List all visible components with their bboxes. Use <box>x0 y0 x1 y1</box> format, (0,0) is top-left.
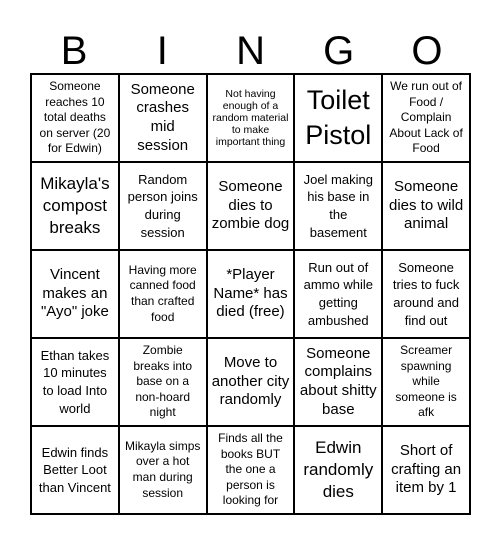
bingo-cell-r4c3[interactable]: Move to another city randomly <box>207 338 295 426</box>
bingo-cell-r1c3[interactable]: Not having enough of a random material to make important thing <box>207 74 295 162</box>
bingo-cell-r4c4[interactable]: Someone complains about shitty base <box>294 338 382 426</box>
bingo-cell-r4c5[interactable]: Screamer spawning while someone is afk <box>382 338 470 426</box>
bingo-cell-r2c3[interactable]: Someone dies to zombie dog <box>207 162 295 250</box>
bingo-cell-r3c5[interactable]: Someone tries to fuck around and find out <box>382 250 470 338</box>
bingo-cell-r5c4[interactable]: Edwin randomly dies <box>294 426 382 514</box>
bingo-cell-r4c2[interactable]: Zombie breaks into base on a non-hoard night <box>119 338 207 426</box>
bingo-cell-r4c1[interactable]: Ethan takes 10 minutes to load Into world <box>31 338 119 426</box>
bingo-cell-r2c1[interactable]: Mikayla's compost breaks <box>31 162 119 250</box>
header-letter-g: G <box>323 29 355 73</box>
bingo-header <box>30 28 471 74</box>
bingo-cell-r1c2[interactable]: Someone crashes mid session <box>119 74 207 162</box>
bingo-cell-r1c1[interactable]: Someone reaches 10 total deaths on server (20 for Edwin) <box>31 74 119 162</box>
bingo-cell-r5c1[interactable]: Edwin finds Better Loot than Vincent <box>31 426 119 514</box>
bingo-cell-r5c5[interactable]: Short of crafting an item by 1 <box>382 426 470 514</box>
bingo-cell-r5c3[interactable]: Finds all the books BUT the one a person is looking for <box>207 426 295 514</box>
bingo-cell-r2c4[interactable]: Joel making his base in the basement <box>294 162 382 250</box>
bingo-cell-r3c1[interactable]: Vincent makes an "Ayo" joke <box>31 250 119 338</box>
bingo-cell-r3c2[interactable]: Having more canned food than crafted food <box>119 250 207 338</box>
header-letter-o: O <box>411 29 443 73</box>
bingo-cell-r1c5[interactable]: We run out of Food / Complain About Lack of Food <box>382 74 470 162</box>
bingo-cell-r2c2[interactable]: Random person joins during session <box>119 162 207 250</box>
bingo-cell-r3c4[interactable]: Run out of ammo while getting ambushed <box>294 250 382 338</box>
header-letter-b: B <box>60 29 88 73</box>
bingo-cell-r3c3-free[interactable]: *Player Name* has died (free) <box>207 250 295 338</box>
bingo-cell-r1c4[interactable]: Toilet Pistol <box>294 74 382 162</box>
header-letter-n: N <box>236 29 265 73</box>
header-letter-i: I <box>156 29 168 73</box>
bingo-cell-r2c5[interactable]: Someone dies to wild animal <box>382 162 470 250</box>
bingo-cell-r5c2[interactable]: Mikayla simps over a hot man during session <box>119 426 207 514</box>
bingo-card-grid <box>30 73 471 515</box>
